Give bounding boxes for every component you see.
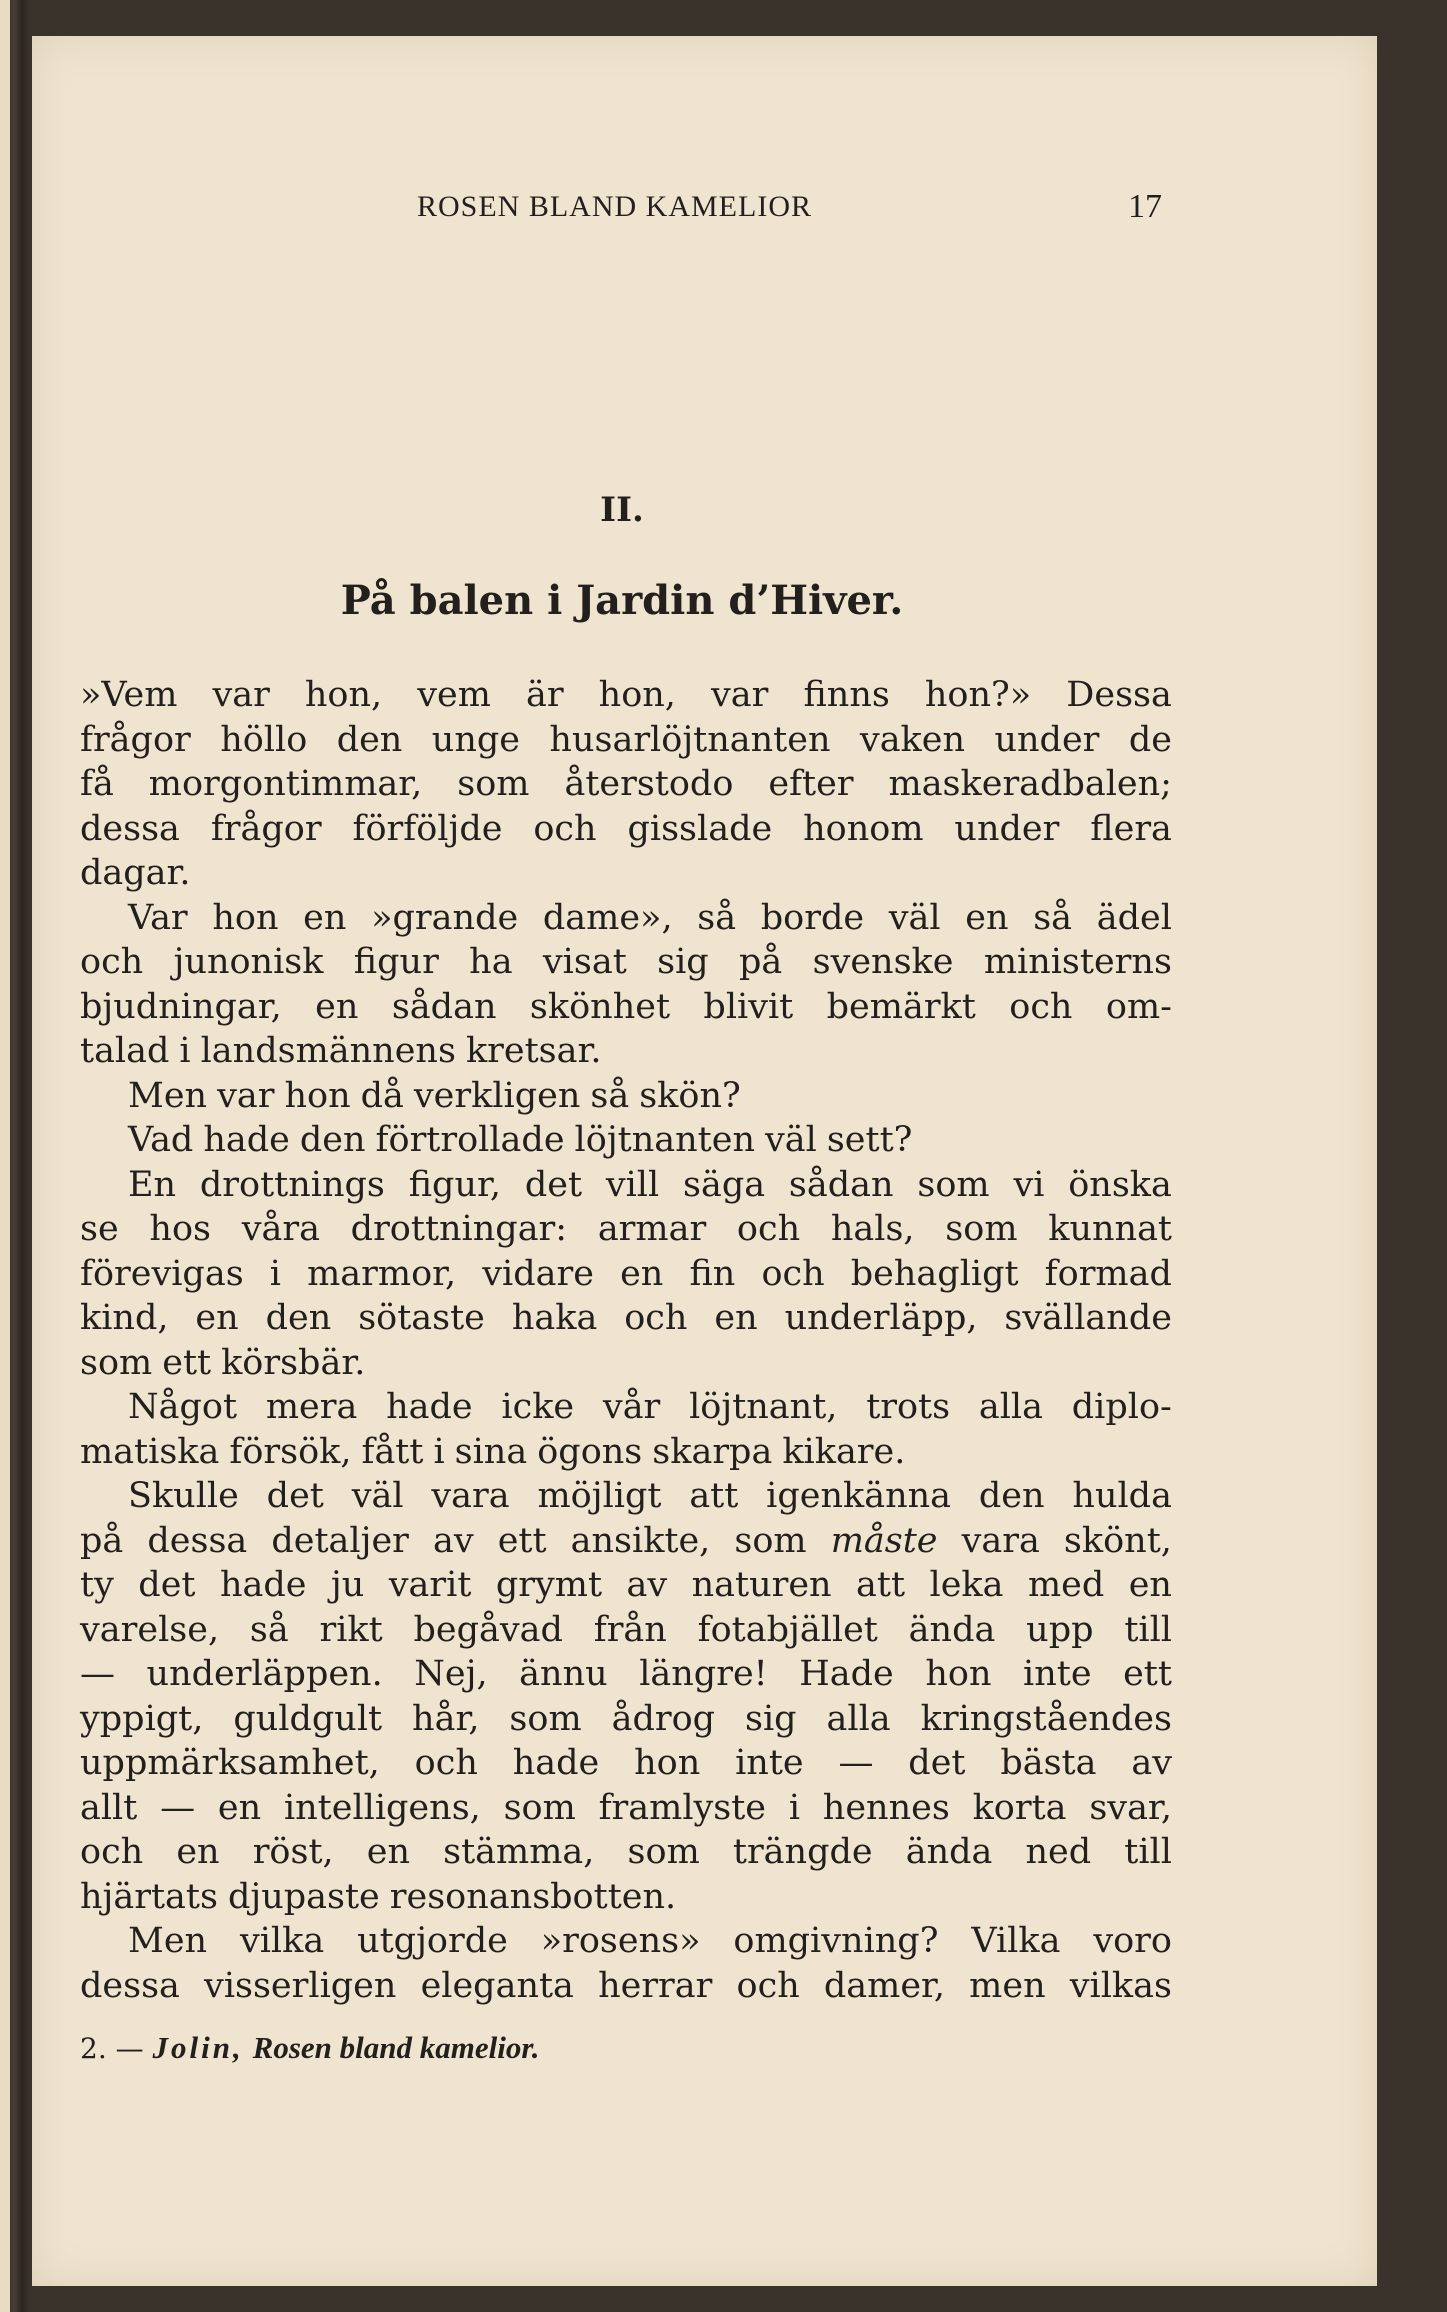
page-header: [82, 182, 1162, 232]
word: Dessa: [1066, 675, 1172, 715]
text-line: [80, 1252, 1172, 1297]
word: drottningar:: [350, 1209, 568, 1249]
word: sina: [454, 1431, 528, 1472]
word: försök,: [229, 1431, 352, 1472]
word: sådan: [788, 1164, 894, 1205]
word: frågor: [210, 808, 322, 849]
word: honom: [803, 808, 924, 849]
word: en: [303, 897, 347, 938]
text-line: [80, 1563, 1172, 1608]
word: vi: [1013, 1164, 1045, 1205]
word: så: [590, 1075, 630, 1116]
word: säga: [683, 1164, 766, 1205]
word: av: [432, 1520, 474, 1561]
word: den: [299, 1120, 366, 1160]
word: ned: [1025, 1832, 1092, 1872]
page-number: 17: [1128, 188, 1162, 225]
text-line: [80, 1474, 1172, 1519]
text-line: [80, 1118, 1172, 1163]
word: kringståendes: [920, 1698, 1172, 1739]
word: ända: [908, 1609, 996, 1650]
word: —: [838, 1743, 874, 1783]
word: formad: [1044, 1253, 1172, 1294]
word: hon: [212, 897, 279, 938]
text-line: [80, 1786, 1172, 1831]
word: röst,: [252, 1832, 334, 1872]
word: svenske: [812, 942, 954, 982]
word: underläpp,: [784, 1298, 978, 1338]
word: i: [179, 1031, 191, 1071]
word: att: [856, 1565, 906, 1605]
word: hade: [203, 1120, 290, 1160]
text-line: [80, 851, 1172, 896]
chapter-title: På balen i Jardin d’Hiver.: [340, 577, 904, 624]
word: behagligt: [850, 1253, 1019, 1294]
word: verkligen: [413, 1075, 581, 1116]
word: ögons: [537, 1431, 643, 1472]
word: sötaste: [358, 1298, 485, 1338]
word: ett: [1123, 1654, 1172, 1694]
text-line: [80, 1207, 1172, 1252]
word: intelligens,: [283, 1787, 481, 1828]
word: sådan: [391, 986, 497, 1027]
text-line: [80, 718, 1172, 763]
word: unge: [431, 719, 520, 760]
word: junonisk: [173, 942, 324, 982]
word: korta: [972, 1787, 1067, 1828]
word: och: [736, 1965, 800, 2006]
word: och: [1009, 986, 1073, 1027]
word: begåvad: [413, 1609, 563, 1650]
word: figur: [353, 942, 439, 982]
word: med: [1027, 1565, 1105, 1605]
word: landsmännens: [200, 1031, 456, 1071]
word: skönt,: [1063, 1520, 1172, 1561]
word: flera: [1090, 808, 1172, 849]
text-line: [80, 1875, 1172, 1920]
word: ju: [330, 1565, 365, 1605]
word: dessa: [147, 1520, 248, 1561]
word: icke: [501, 1387, 575, 1427]
word: maskeradbalen;: [888, 764, 1172, 804]
chapter-number: II.: [600, 490, 644, 530]
word: vem: [417, 675, 491, 715]
word: hals,: [830, 1209, 915, 1249]
word: återstodo: [564, 764, 734, 804]
word: vara: [431, 1476, 510, 1516]
word: matiska: [80, 1431, 220, 1472]
word: visserligen: [204, 1965, 397, 2006]
word: de: [1128, 719, 1172, 760]
word: ännu: [519, 1654, 608, 1694]
word: vilkas: [1069, 1965, 1172, 2006]
word: gisslade: [627, 808, 773, 849]
word: Men: [128, 1075, 208, 1116]
word: som: [917, 1164, 990, 1205]
word: kind,: [80, 1298, 169, 1338]
word: rikt: [319, 1609, 383, 1650]
word: våra: [241, 1209, 320, 1249]
word: en: [366, 1832, 411, 1872]
word: den: [336, 719, 403, 760]
word: vilka: [239, 1921, 325, 1961]
word: grymt: [495, 1565, 603, 1605]
word: hår,: [412, 1698, 480, 1739]
word: varelse,: [80, 1609, 220, 1650]
footer-dash: —: [115, 2032, 144, 2065]
word: det: [138, 1565, 196, 1605]
word: och: [80, 1832, 144, 1872]
word: som: [734, 1520, 807, 1561]
word: Vad: [128, 1120, 194, 1160]
text-line: [80, 1074, 1172, 1119]
word: »rosens»: [540, 1921, 701, 1961]
text-line: [80, 1385, 1172, 1430]
word: igenkänna: [766, 1476, 952, 1516]
word: hon?»: [924, 675, 1032, 715]
text-line: [80, 1652, 1172, 1697]
word: dessa: [80, 808, 180, 849]
word: som: [509, 1698, 582, 1739]
word: inte: [735, 1743, 804, 1783]
word: hon,: [304, 675, 383, 715]
text-line: [80, 1830, 1172, 1875]
word: sig: [745, 1698, 797, 1739]
word: kikare.: [782, 1431, 906, 1472]
word: Men: [128, 1921, 208, 1961]
word: hon: [284, 1075, 351, 1116]
word: herrar: [598, 1965, 713, 2006]
book-page: [32, 36, 1377, 2286]
word: en: [965, 897, 1009, 938]
word: hennes: [822, 1787, 950, 1828]
word: armar: [597, 1209, 707, 1249]
word: blivit: [703, 986, 794, 1027]
word: efter: [768, 764, 854, 804]
footer-book-title: Rosen bland kamelior.: [252, 2030, 540, 2065]
word: haka: [511, 1298, 598, 1338]
text-line: [80, 940, 1172, 985]
word: omgivning?: [733, 1921, 939, 1961]
word: var: [212, 675, 270, 715]
word: kunnat: [1048, 1209, 1172, 1249]
word: på: [80, 1520, 124, 1561]
word: leka: [929, 1565, 1004, 1605]
word: voro: [1093, 1921, 1172, 1961]
word: det: [908, 1743, 966, 1783]
word: så: [697, 897, 737, 938]
word: trots: [866, 1387, 951, 1427]
word: figur,: [408, 1164, 502, 1205]
word: detaljer: [271, 1520, 409, 1561]
word: inte: [1023, 1654, 1092, 1694]
word: sig: [657, 942, 709, 982]
running-head: ROSEN BLAND KAMELIOR: [417, 190, 812, 223]
word: en: [176, 1832, 220, 1872]
word: löjtnant,: [689, 1387, 838, 1427]
text-line: [80, 1296, 1172, 1341]
word: hade: [219, 1565, 307, 1605]
word: vår: [602, 1387, 661, 1427]
word: —: [80, 1654, 115, 1694]
word: En: [128, 1164, 177, 1205]
word: varit: [388, 1565, 472, 1605]
word: som: [627, 1832, 700, 1872]
footer-author: Jolin,: [152, 2030, 244, 2065]
word: borde: [760, 897, 865, 938]
word: körsbär.: [221, 1342, 366, 1383]
word: hulda: [1072, 1476, 1172, 1516]
word: underläppen.: [146, 1654, 383, 1694]
word: i: [433, 1431, 445, 1472]
word: ädel: [1096, 897, 1172, 938]
text-line: [80, 807, 1172, 852]
word: väl: [765, 1120, 817, 1160]
word: förföljde: [352, 808, 503, 849]
word: ministerns: [983, 942, 1172, 982]
word: bästa: [1000, 1743, 1097, 1783]
word: önska: [1068, 1164, 1172, 1205]
binding-edge: [0, 0, 10, 2312]
word: till: [1124, 1609, 1172, 1650]
word: mera: [265, 1387, 358, 1427]
word: stämma,: [443, 1832, 595, 1872]
word: det: [524, 1164, 583, 1205]
word: så: [1033, 897, 1073, 938]
word: bjudningar,: [80, 986, 282, 1027]
word: var: [711, 675, 769, 715]
word: ty: [80, 1565, 114, 1605]
word: en: [620, 1253, 664, 1294]
word: ända: [905, 1832, 993, 1872]
word: förevigas: [80, 1253, 244, 1294]
word: dagar.: [80, 853, 191, 893]
text-line: [80, 762, 1172, 807]
word: väl: [888, 897, 941, 938]
word: ansikte,: [570, 1520, 711, 1561]
word: höllo: [220, 719, 308, 760]
word: längre!: [639, 1654, 768, 1694]
text-line: [80, 1964, 1172, 2009]
word: hon: [925, 1654, 992, 1694]
word: se: [80, 1209, 119, 1249]
word: Vilka: [971, 1921, 1061, 1961]
word: svällande: [1004, 1298, 1172, 1338]
text-line: [80, 1741, 1172, 1786]
word: yppigt,: [80, 1698, 204, 1739]
word: hon,: [598, 675, 676, 715]
word: bemärkt: [826, 986, 976, 1027]
word: sett?: [826, 1120, 913, 1160]
word: fotabjället: [697, 1609, 878, 1650]
word: att: [689, 1476, 739, 1516]
word: alla: [978, 1387, 1043, 1427]
word: diplo-: [1071, 1387, 1172, 1427]
word: fått: [361, 1431, 424, 1472]
word: som: [80, 1342, 153, 1383]
word: löjtnanten: [574, 1120, 755, 1160]
word: då: [360, 1075, 404, 1116]
text-line: [80, 1697, 1172, 1742]
word: den: [265, 1298, 332, 1338]
word: ådrog: [611, 1698, 716, 1739]
word: av: [626, 1565, 668, 1605]
word: en: [714, 1298, 758, 1338]
signature-number: 2.: [80, 2032, 107, 2065]
word: om-: [1105, 986, 1172, 1027]
word: trängde: [732, 1832, 873, 1872]
word: eleganta: [420, 1965, 574, 2006]
word: under: [994, 719, 1100, 760]
word: husarlöjtnanten: [549, 719, 831, 760]
word: kretsar.: [465, 1031, 602, 1071]
word: under: [954, 808, 1060, 849]
word: ha: [469, 942, 513, 982]
word: marmor,: [307, 1253, 457, 1294]
word: och: [624, 1298, 688, 1338]
text-line: [80, 985, 1172, 1030]
word: och: [736, 1209, 801, 1249]
word: det: [266, 1476, 324, 1516]
word: Något: [128, 1387, 238, 1427]
word: —: [160, 1787, 196, 1828]
word: vill: [605, 1164, 660, 1205]
word: vara: [961, 1520, 1040, 1561]
word: men: [969, 1965, 1046, 2006]
word: väl: [351, 1476, 404, 1516]
word: allt: [80, 1787, 138, 1828]
word: naturen: [691, 1565, 832, 1605]
text-line: [80, 1163, 1172, 1208]
word: finns: [803, 675, 890, 715]
word: skönhet: [529, 986, 671, 1027]
word: en: [315, 986, 359, 1027]
word: i: [788, 1787, 801, 1828]
text-line: [80, 1519, 1172, 1564]
word: visat: [542, 942, 627, 982]
word: utgjorde: [357, 1921, 508, 1961]
word: vidare: [482, 1253, 594, 1294]
word: framlyste: [598, 1787, 767, 1828]
word: guldgult: [233, 1698, 383, 1739]
word: Nej,: [414, 1654, 488, 1694]
word: Skulle: [128, 1476, 239, 1516]
word: Hade: [799, 1654, 894, 1694]
word: »grande: [371, 897, 519, 938]
word: alla: [826, 1698, 891, 1739]
word: hjärtats: [80, 1876, 218, 1917]
word: fin: [689, 1253, 736, 1294]
word: Var: [128, 897, 188, 938]
word: djupaste: [227, 1876, 380, 1917]
word: damer,: [823, 1965, 946, 2006]
word: en: [1128, 1565, 1172, 1605]
signature-footer: [80, 2028, 539, 2069]
word: skön?: [639, 1075, 741, 1116]
word: ett: [497, 1520, 547, 1561]
text-line: [80, 1608, 1172, 1653]
text-line: [80, 1029, 1172, 1074]
word: och: [414, 1743, 478, 1783]
word: en: [195, 1298, 239, 1338]
word: och: [80, 942, 144, 982]
word: svar,: [1089, 1787, 1172, 1828]
word: få: [80, 764, 114, 804]
word: från: [593, 1609, 667, 1650]
text-line: [80, 673, 1172, 718]
word: av: [1131, 1743, 1172, 1783]
word: hos: [149, 1209, 211, 1249]
word: »Vem: [80, 675, 178, 715]
word: vaken: [859, 719, 966, 760]
word: den: [978, 1476, 1045, 1516]
word: är: [525, 675, 564, 715]
text-line: [80, 896, 1172, 941]
word: och: [533, 808, 597, 849]
word: hade: [512, 1743, 600, 1783]
word: morgontimmar,: [148, 764, 423, 804]
text-line: [80, 1430, 1172, 1475]
word: talad: [80, 1031, 170, 1071]
word: möjligt: [537, 1476, 662, 1516]
word: så: [249, 1609, 289, 1650]
word: på: [739, 942, 783, 982]
word: i: [269, 1253, 281, 1294]
body-text: [80, 673, 1172, 2008]
word: dessa: [80, 1965, 180, 2006]
word: hon: [634, 1743, 701, 1783]
word: drottnings: [199, 1164, 385, 1205]
word: förtrollade: [375, 1120, 565, 1160]
text-line: [80, 1919, 1172, 1964]
word: var: [217, 1075, 275, 1116]
word: frågor: [80, 719, 191, 760]
word: till: [1124, 1832, 1172, 1872]
word: och: [761, 1253, 825, 1294]
word: en: [217, 1787, 262, 1828]
word: skarpa: [652, 1431, 773, 1472]
word: som: [503, 1787, 576, 1828]
word: måste: [830, 1520, 938, 1561]
word: som: [945, 1209, 1018, 1249]
text-line: [80, 1341, 1172, 1386]
word: uppmärksamhet,: [80, 1743, 380, 1783]
word: hade: [386, 1387, 473, 1427]
word: upp: [1026, 1609, 1094, 1650]
word: resonansbotten.: [389, 1876, 677, 1917]
word: ett: [162, 1342, 212, 1383]
word: som: [457, 764, 530, 804]
word: dame»,: [542, 897, 673, 938]
